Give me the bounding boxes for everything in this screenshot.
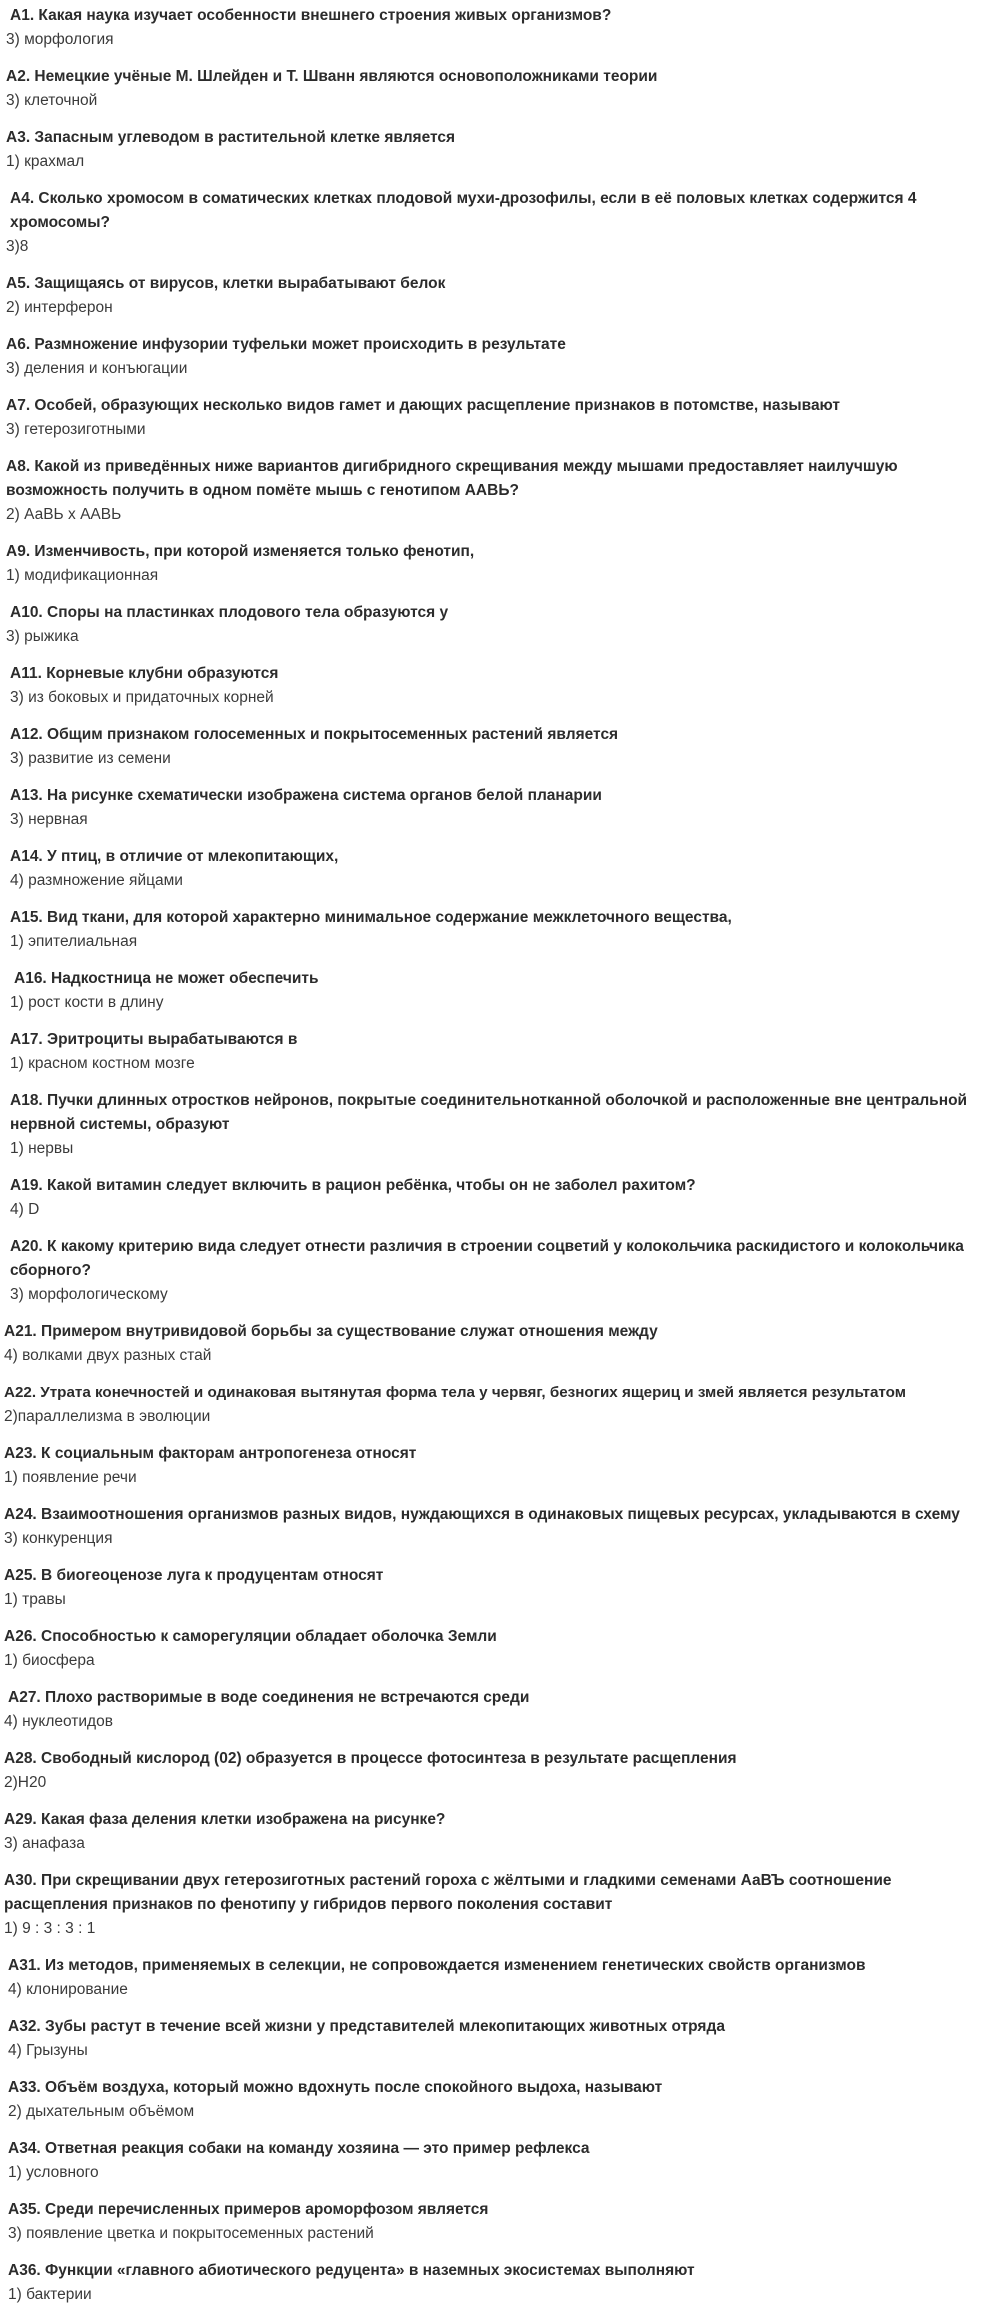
question-text: А11. Корневые клубни образуются — [10, 665, 279, 682]
question-text: А34. Ответная реакция собаки на команду хозяина — это пример рефлекса — [8, 2140, 590, 2157]
answer-text: 3) появление цветка и покрытосеменных растений — [8, 2225, 374, 2242]
question-text: А15. Вид ткани, для которой характерно минимальное содержание межклеточного вещества, — [10, 909, 732, 926]
list-item — [0, 1564, 985, 1611]
answer-text: 4) размножение яйцами — [10, 872, 183, 889]
answer-text: 4) волками двух разных стай — [4, 1347, 212, 1364]
question-text: А10. Споры на пластинках плодового тела образуются у — [10, 604, 449, 621]
answer-text: 3) конкуренция — [4, 1530, 113, 1547]
answer-text: 3) нервная — [10, 811, 88, 828]
answer-text: 2) АаВЬ х ААВЬ — [6, 506, 122, 523]
answer-text: 3) клеточной — [6, 92, 98, 109]
question-text: А8. Какой из приведённых ниже вариантов дигибридного скрещивания между мышами предоставляет наилучшую возможность получить в одном помёте мышь с генотипом ААВЬ? — [6, 458, 898, 499]
answer-text: 4) нуклеотидов — [4, 1713, 113, 1730]
question-text: А16. Надкостница не может обеспечить — [14, 970, 319, 987]
answer-text: 4) D — [10, 1201, 40, 1218]
list-item — [0, 967, 985, 1014]
answer-text: 2) дыхательным объёмом — [8, 2103, 195, 2120]
question-text: А12. Общим признаком голосеменных и покрытосеменных растений является — [10, 726, 619, 743]
question-text: А21. Примером внутривидовой борьбы за существование служат отношения между — [4, 1323, 658, 1340]
answer-text: 1) биосфера — [4, 1652, 95, 1669]
question-text: А23. К социальным факторам антропогенеза относят — [4, 1445, 417, 1462]
answer-text: 1) бактерии — [8, 2286, 92, 2303]
question-text: А32. Зубы растут в течение всей жизни у представителей млекопитающих животных отряда — [8, 2018, 725, 2035]
list-item — [0, 1381, 985, 1428]
list-item — [0, 4, 985, 51]
answer-text: 3) морфология — [6, 31, 114, 48]
list-item — [0, 333, 985, 380]
list-item — [0, 601, 985, 648]
question-text: А9. Изменчивость, при которой изменяется только фенотип, — [6, 543, 475, 560]
answer-text: 4) клонирование — [8, 1981, 128, 1998]
question-text: А27. Плохо растворимые в воде соединения не встречаются среди — [8, 1689, 530, 1706]
list-item — [0, 540, 985, 587]
list-item — [0, 1174, 985, 1221]
answer-text: 1) условного — [8, 2164, 99, 2181]
answer-text: 3) анафаза — [4, 1835, 85, 1852]
list-item — [0, 1869, 985, 1940]
answer-text: 1) травы — [4, 1591, 66, 1608]
question-text: А17. Эритроциты вырабатываются в — [10, 1031, 298, 1048]
list-item — [0, 784, 985, 831]
question-text: А30. При скрещивании двух гетерозиготных растений гороха с жёлтыми и гладкими семенами АаВЪ соотношение расщепления признаков по фенотипу у гибридов первого поколения составит — [4, 1872, 892, 1913]
question-text: А13. На рисунке схематически изображена система органов белой планарии — [10, 787, 602, 804]
answer-text: 4) Грызуны — [8, 2042, 88, 2059]
question-text: А5. Защищаясь от вирусов, клетки вырабатывают белок — [6, 275, 446, 292]
answer-text: 3) гетерозиготными — [6, 421, 146, 438]
list-item — [0, 662, 985, 709]
answer-text: 1) 9 : 3 : 3 : 1 — [4, 1920, 96, 1937]
list-item — [0, 1747, 985, 1794]
list-item — [0, 65, 985, 112]
answer-text: 1) красном костном мозге — [10, 1055, 195, 1072]
answer-text: 3)8 — [6, 238, 29, 255]
question-text: А24. Взаимоотношения организмов разных видов, нуждающихся в одинаковых пищевых ресурсах, укладываются в схему — [4, 1506, 960, 1523]
question-text: А18. Пучки длинных отростков нейронов, покрытые соединительнотканной оболочкой и расположенные вне центральной нервной системы, образуют — [10, 1092, 968, 1133]
list-item — [0, 1808, 985, 1855]
question-text: А33. Объём воздуха, который можно вдохнуть после спокойного выдоха, называют — [8, 2079, 663, 2096]
list-item — [0, 1235, 985, 1306]
answer-text: 2)параллелизма в эволюции — [4, 1408, 211, 1425]
list-item — [0, 1089, 985, 1160]
answer-text: 3) рыжика — [6, 628, 79, 645]
answer-text: 1) появление речи — [4, 1469, 137, 1486]
question-text: А36. Функции «главного абиотического редуцента» в наземных экосистемах выполняют — [8, 2262, 695, 2279]
list-item — [0, 1625, 985, 1672]
question-text: А22. Утрата конечностей и одинаковая вытянутая форма тела у червяг, безногих ящериц и змей является результатом — [4, 1384, 906, 1401]
answer-text: 1) нервы — [10, 1140, 74, 1157]
question-text: А26. Способностью к саморегуляции обладает оболочка Земли — [4, 1628, 497, 1645]
answer-text: 1) крахмал — [6, 153, 85, 170]
list-item — [0, 455, 985, 526]
answer-text: 2) интерферон — [6, 299, 113, 316]
question-text: А7. Особей, образующих несколько видов гамет и дающих расщепление признаков в потомстве, называют — [6, 397, 841, 414]
answer-text: 1) модификационная — [6, 567, 159, 584]
list-item — [0, 2137, 985, 2184]
question-text: А1. Какая наука изучает особенности внешнего строения живых организмов? — [10, 7, 612, 24]
list-item — [0, 1686, 985, 1733]
answer-text: 1) эпителиальная — [10, 933, 138, 950]
answer-text: 3) морфологическому — [10, 1286, 168, 1303]
list-item — [0, 394, 985, 441]
list-item — [0, 2076, 985, 2123]
answer-text: 1) рост кости в длину — [10, 994, 164, 1011]
answer-text: 3) из боковых и придаточных корней — [10, 689, 274, 706]
answer-text: 2)Н20 — [4, 1774, 47, 1791]
question-text: А14. У птиц, в отличие от млекопитающих, — [10, 848, 339, 865]
answer-text: 3) деления и конъюгации — [6, 360, 188, 377]
list-item — [0, 187, 985, 258]
question-text: А35. Среди перечисленных примеров ароморфозом является — [8, 2201, 489, 2218]
question-text: А4. Сколько хромосом в соматических клетках плодовой мухи-дрозофилы, если в её половых клетках содержится 4 хромосомы? — [10, 190, 917, 231]
list-item — [0, 1442, 985, 1489]
question-text: А25. В биогеоценозе луга к продуцентам относят — [4, 1567, 384, 1584]
question-text: А31. Из методов, применяемых в селекции, не сопровождается изменением генетических свойств организмов — [8, 1957, 866, 1974]
question-text: А28. Свободный кислород (02) образуется в процессе фотосинтеза в результате расщепления — [4, 1750, 737, 1767]
list-item — [0, 906, 985, 953]
question-text: А19. Какой витамин следует включить в рацион ребёнка, чтобы он не заболел рахитом? — [10, 1177, 696, 1194]
list-item — [0, 723, 985, 770]
question-text: А29. Какая фаза деления клетки изображена на рисунке? — [4, 1811, 446, 1828]
question-text: А20. К какому критерию вида следует отнести различия в строении соцветий у колокольчика раскидистого и колокольчика сборного? — [10, 1238, 964, 1279]
question-text: А2. Немецкие учёные М. Шлейден и Т. Шванн являются основоположниками теории — [6, 68, 658, 85]
question-text: А3. Запасным углеводом в растительной клетке является — [6, 129, 456, 146]
list-item — [0, 126, 985, 173]
list-item — [0, 2259, 985, 2306]
list-item — [0, 2198, 985, 2245]
question-text: А6. Размножение инфузории туфельки может происходить в результате — [6, 336, 566, 353]
list-item — [0, 1503, 985, 1550]
answer-text: 3) развитие из семени — [10, 750, 171, 767]
list-item — [0, 1320, 985, 1367]
list-item — [0, 1028, 985, 1075]
list-item — [0, 1954, 985, 2001]
list-item — [0, 272, 985, 319]
list-item — [0, 845, 985, 892]
list-item — [0, 2015, 985, 2062]
